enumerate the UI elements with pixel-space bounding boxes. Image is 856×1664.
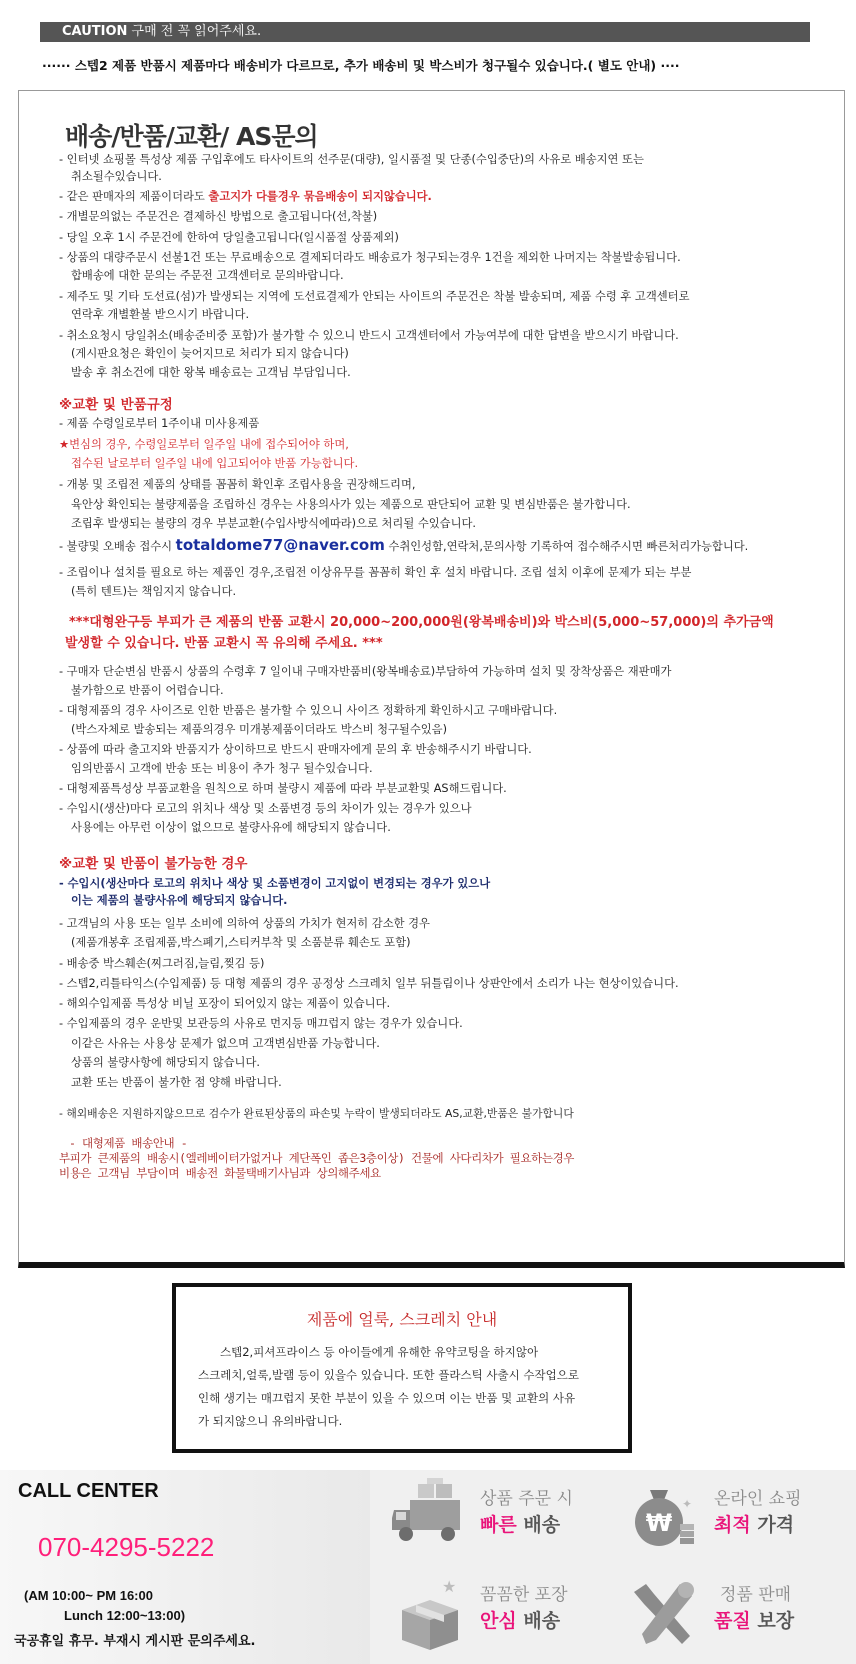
policy-text: 수취인성함,연락처,문의사항 기록하여 접수해주시면 빠른처리가능합니다. <box>384 540 749 553</box>
policy-highlight: 출고지가 다를경우 묶음배송이 되지않습니다. <box>208 190 432 203</box>
package-icon <box>390 1574 475 1654</box>
policy-text: - 같은 판매자의 제품이더라도 <box>59 190 209 203</box>
feature-subtitle: 정품 판매 <box>720 1585 792 1605</box>
holiday-note: 국공휴일 휴무. 부재시 게시판 문의주세요. <box>14 1634 256 1649</box>
policy-line: - 인터넷 쇼핑몰 특성상 제품 구입후에도 타사이트의 선주문(대량), 일시품절 및 단종(수입중단)의 사유로 배송지연 또는 <box>59 153 644 166</box>
feature-title <box>714 1606 794 1633</box>
call-center-title: CALL CENTER <box>18 1480 159 1502</box>
overseas-notice: - 해외배송은 지원하지않으므로 검수가 완료된상품의 파손및 누락이 발생되더라도 AS,교환,반품은 불가합니다 <box>59 1107 574 1120</box>
policy-line: 이같은 사유는 사용상 문제가 없으며 고객변심반품 가능합니다. <box>71 1037 380 1050</box>
policy-line: - 수입시(생산)마다 로고의 위치나 색상 및 소품변경 등의 차이가 있는 경우가 있으나 <box>59 802 472 815</box>
large-delivery-heading: - 대형제품 배송안내 - <box>69 1136 188 1150</box>
policy-line: - 대형제품특성상 부품교환을 원칙으로 하며 불량시 제품에 따라 부분교환및 AS해드립니다. <box>59 782 507 795</box>
business-hours: (AM 10:00~ PM 16:00 <box>24 1588 153 1603</box>
policy-line: - 스텝2,리틀타익스(수입제품) 등 대형 제품의 경우 공정상 스크레치 일부 뒤틀림이나 상판안에서 소리가 나는 현상이있습니다. <box>59 977 679 990</box>
contact-email[interactable]: totaldome77@naver.com <box>175 536 385 554</box>
policy-line: 취소될수있습니다. <box>71 170 162 183</box>
policy-line: - 고객님의 사용 또는 일부 소비에 의하여 상품의 가치가 현저히 감소한 경우 <box>59 917 430 930</box>
policy-line <box>59 190 432 204</box>
page-title: 배송/반품/교환/ AS문의 <box>65 122 318 151</box>
policy-line: - 수입제품의 경우 운반및 보관등의 사유로 먼지등 매끄럽지 않는 경우가 있습니다. <box>59 1017 463 1030</box>
policy-line: - 구매자 단순변심 반품시 상품의 수령후 7 일이내 구매자반품비(왕복배송료)부담하여 가능하며 설치 및 장착상품은 재판매가 <box>59 665 672 678</box>
policy-line: - 상품에 따라 출고지와 반품지가 상이하므로 반드시 판매자에게 문의 후 반송해주시기 바랍니다. <box>59 743 532 756</box>
feature-safe-packaging <box>380 1566 610 1656</box>
policy-line: - 제주도 및 기타 도선료(섬)가 발생되는 지역에 도선료결제가 안되는 사이트의 주문건은 착불 발송되며, 제품 수령 후 고객센터로 <box>59 290 690 303</box>
policy-line: 교환 또는 반품이 불가한 점 양해 바랍니다. <box>71 1076 282 1089</box>
policy-line: - 당일 오후 1시 주문건에 한하여 당일출고됩니다(일시품절 상품제외) <box>59 231 399 244</box>
policy-line: - 개별문의없는 주문건은 결제하신 방법으로 출고됩니다(선,착불) <box>59 210 378 223</box>
feature-title-rest: 가격 <box>750 1514 795 1536</box>
feature-title-rest: 배송 <box>516 1610 561 1632</box>
feature-accent: 빠른 <box>480 1514 517 1536</box>
caution-bar <box>40 22 810 42</box>
policy-line: (제품개봉후 조립제품,박스폐기,스티커부착 및 소품분류 훼손도 포함) <box>71 936 411 949</box>
feature-subtitle: 꼼꼼한 포장 <box>480 1585 568 1605</box>
policy-line: (박스자체로 발송되는 제품의경우 미개봉제품이더라도 박스비 청구될수있음) <box>71 723 447 736</box>
truck-icon <box>390 1478 475 1553</box>
large-delivery-line: 비용은 고객님 부담이며 배송전 화물택배기사님과 상의해주세요 <box>59 1166 381 1180</box>
scratch-notice-line: 인해 생기는 매끄럽지 못한 부분이 있을 수 있으며 이는 반품 및 교환의 사유 <box>198 1391 576 1405</box>
feature-fast-delivery <box>380 1470 610 1560</box>
feature-subtitle: 온라인 쇼핑 <box>714 1489 802 1509</box>
policy-line: 이는 제품의 불량사유에 해당되지 않습니다. <box>71 894 288 907</box>
scratch-notice-title: 제품에 얼룩, 스크레치 안내 <box>306 1310 498 1329</box>
feature-best-price <box>610 1470 840 1560</box>
scratch-notice-line: 가 되지않으니 유의바랍니다. <box>198 1414 343 1428</box>
svg-text:✦: ✦ <box>682 1497 693 1511</box>
call-center-info <box>0 1470 370 1664</box>
feature-quality-guarantee <box>610 1566 840 1656</box>
policy-line: 불가함으로 반품이 어렵습니다. <box>71 684 224 697</box>
policy-text: - 불량및 오배송 접수시 <box>59 540 176 553</box>
caution-sub: 구매 전 꼭 읽어주세요. <box>127 24 262 39</box>
large-delivery-line: 부피가 큰제품의 배송시(엘레베이터가없거나 계단폭인 좁은3층이상) 건물에 사다리차가 필요하는경우 <box>59 1151 575 1165</box>
surcharge-warning: 발생할 수 있습니다. 반품 교환시 꼭 유의해 주세요. *** <box>65 636 383 651</box>
policy-line: ★변심의 경우, 수령일로부터 일주일 내에 접수되어야 하며, <box>59 438 349 451</box>
tools-icon <box>620 1574 705 1654</box>
policy-line: (특히 텐트)는 책임지지 않습니다. <box>71 585 237 598</box>
section-heading-not-allowed: ※교환 및 반품이 불가능한 경우 <box>59 856 248 872</box>
feature-accent: 안심 <box>480 1610 517 1632</box>
feature-title <box>480 1510 560 1537</box>
lunch-hours: Lunch 12:00~13:00) <box>64 1608 186 1623</box>
policy-line: - 제품 수령일로부터 1주이내 미사용제품 <box>59 417 260 430</box>
policy-line: 사용에는 아무런 이상이 없으므로 불량사유에 해당되지 않습니다. <box>71 821 391 834</box>
policy-line: - 대형제품의 경우 사이즈로 인한 반품은 불가할 수 있으니 사이즈 정확하게 확인하시고 구매바랍니다. <box>59 704 558 717</box>
scratch-notice-box <box>172 1283 632 1453</box>
svg-text:★: ★ <box>442 1577 457 1596</box>
feature-title <box>714 1510 794 1537</box>
policy-line: 상품의 불량사항에 해당되지 않습니다. <box>71 1056 260 1069</box>
policy-line: (게시판요청은 확인이 늦어지므로 처리가 되지 않습니다) <box>71 347 349 360</box>
feature-title-rest: 배송 <box>516 1514 561 1536</box>
policy-line: - 배송중 박스훼손(찌그러짐,늘림,찢김 등) <box>59 957 265 970</box>
policy-line: - 해외수입제품 특성상 비닐 포장이 되어있지 않는 제품이 있습니다. <box>59 997 391 1010</box>
policy-line: - 상품의 대량주문시 선불1건 또는 무료배송으로 결제되더라도 배송료가 청구되는경우 1건을 제외한 나머지는 착불발송됩니다. <box>59 251 681 264</box>
policy-box <box>18 90 845 1268</box>
svg-text:₩: ₩ <box>645 1509 673 1537</box>
shipping-notice: ······ 스텝2 제품 반품시 제품마다 배송비가 다르므로, 추가 배송비 및 박스비가 청구될수 있습니다.( 별도 안내) ···· <box>42 58 680 73</box>
feature-subtitle: 상품 주문 시 <box>480 1489 573 1509</box>
policy-line: 육안상 확인되는 불량제품을 조립하신 경우는 사용의사가 있는 제품으로 판단되어 교환 및 변심반품은 불가합니다. <box>71 498 631 511</box>
policy-line: 조립후 발생되는 불량의 경우 부분교환(수입사방식에따라)으로 처리될 수있습니다. <box>71 517 476 530</box>
surcharge-warning: ***대형완구등 부피가 큰 제품의 반품 교환시 20,000~200,000원(왕복배송비)와 박스비(5,000~57,000)의 추가금액 <box>69 615 774 630</box>
money-bag-icon <box>620 1478 705 1553</box>
scratch-notice-line: 스텝2,피셔프라이스 등 아이들에게 유해한 유약코팅을 하지않아 <box>220 1345 539 1359</box>
feature-accent: 품질 <box>714 1610 751 1632</box>
section-heading-exchange: ※교환 및 반품규정 <box>59 397 173 413</box>
policy-line: - 개봉 및 조립전 제품의 상태를 꼼꼼히 확인후 조립사용을 권장해드리며, <box>59 478 416 491</box>
policy-line: - 취소요청시 당일취소(배송준비중 포함)가 불가할 수 있으니 반드시 고객센터에서 가능여부에 대한 답변을 받으시기 바랍니다. <box>59 329 679 342</box>
policy-line: 합배송에 대한 문의는 주문전 고객센터로 문의바랍니다. <box>71 269 344 282</box>
policy-line <box>59 538 748 554</box>
policy-line: 발송 후 취소건에 대한 왕복 배송료는 고객님 부담입니다. <box>71 366 351 379</box>
call-center-banner <box>0 1470 856 1664</box>
feature-title-rest: 보장 <box>750 1610 795 1632</box>
policy-line: 접수된 날로부터 일주일 내에 입고되어야 반품 가능합니다. <box>71 457 359 470</box>
policy-line: 연락후 개별환불 받으시기 바랍니다. <box>71 308 250 321</box>
caution-label: CAUTION <box>62 24 128 39</box>
policy-line: - 조립이나 설치를 필요로 하는 제품인 경우,조립전 이상유무를 꼼꼼히 확인 후 설치 바랍니다. 조립 설치 이후에 문제가 되는 부분 <box>59 566 692 579</box>
policy-line: - 수입시(생산마다 로고의 위치나 색상 및 소품변경이 고지없이 변경되는 경우가 있으나 <box>59 877 491 890</box>
scratch-notice-line: 스크레치,얼룩,발램 등이 있을수 있습니다. 또한 플라스틱 사출시 수작업으로 <box>198 1368 579 1382</box>
feature-title <box>480 1606 560 1633</box>
feature-accent: 최적 <box>714 1514 751 1536</box>
policy-line: 임의반품시 고객에 반송 또는 비용이 추가 청구 될수있습니다. <box>71 762 373 775</box>
phone-number[interactable]: 070-4295-5222 <box>38 1532 215 1562</box>
